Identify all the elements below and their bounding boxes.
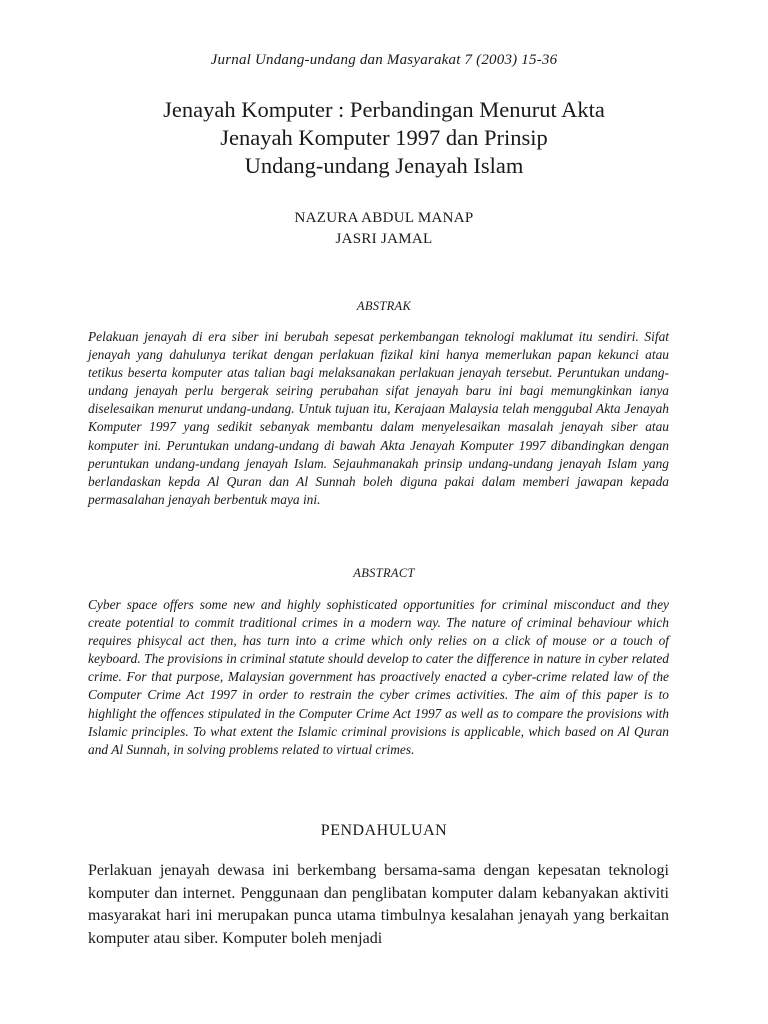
title-line-1: Jenayah Komputer : Perbandingan Menurut Akta (163, 97, 605, 122)
title-line-3: Undang-undang Jenayah Islam (244, 153, 524, 178)
abstrak-text: Pelakuan jenayah di era siber ini berubah sepesat perkembangan teknologi maklumat itu sendiri. Sifat jenayah yang dahulunya terikat dengan perlakuan fizikal kini hanya memerlukan papan kekunci atau tetikus beserta komputer atas talian bagi melaksanakan perlakuan jenayah tersebut. Peruntukan undang-undang jenayah perlu bergerak seiring perubahan sifat jenayah baru ini bagi memungkinkan ianya diselesaikan menurut undang-undang. Untuk tujuan itu, Kerajaan Malaysia telah menggubal Akta Jenayah Komputer 1997 yang sedikit sebanyak membantu dalam menyelesaikan masalah jenayah siber atau komputer ini. Peruntukan undang-undang di bawah Akta Jenayah Komputer 1997 dibandingkan dengan peruntukan undang-undang jenayah Islam. Sejauhmanakah prinsip undang-undang jenayah Islam yang berlandaskan kepda Al Quran dan Al Sunnah boleh diguna pakai dalam memberi jawapan kepada permasalahan jenayah berbentuk maya ini. (88, 329, 669, 507)
author-list (0, 208, 768, 250)
abstract-label: ABSTRACT (353, 566, 415, 580)
abstract-text: Cyber space offers some new and highly sophisticated opportunities for criminal misconduct and they create potential to commit traditional crimes in a modern way. The nature of criminal behaviour which requires phisycal act then, has turn into a crime which only relies on a click of mouse or a touch of keyboard. The provisions in criminal statute should develop to cater the difference in nature in cyber related crime. For that purpose, Malaysian government has proactively enacted a cyber-crime related law of the Computer Crime Act 1997 in order to restrain the cyber crimes activities. The aim of this paper is to highlight the offences stipulated in the Computer Crime Act 1997 as well as to compare the provisions with Islamic principles. To what extent the Islamic criminal provisions is applicable, which based on Al Quran and Al Sunnah, in solving problems related to virtual crimes. (88, 597, 669, 757)
section-heading: PENDAHULUAN (320, 822, 448, 839)
article-title (0, 96, 768, 180)
author-name: JASRI JAMAL (335, 231, 433, 247)
body-paragraph: Perlakuan jenayah dewasa ini berkembang bersama-sama dengan kepesatan teknologi komputer dan internet. Penggunaan dan penglibatan komputer dalam kebanyakan aktiviti masyarakat hari ini merupakan punca utama timbulnya kesalahan jenayah yang berkaitan komputer atau siber. Komputer boleh menjadi (88, 862, 669, 947)
running-head: Jurnal Undang-undang dan Masyarakat 7 (2003) 15-36 (210, 52, 558, 68)
author-name: NAZURA ABDUL MANAP (294, 210, 474, 226)
abstrak-label: ABSTRAK (356, 299, 412, 313)
title-line-2: Jenayah Komputer 1997 dan Prinsip (220, 125, 548, 150)
